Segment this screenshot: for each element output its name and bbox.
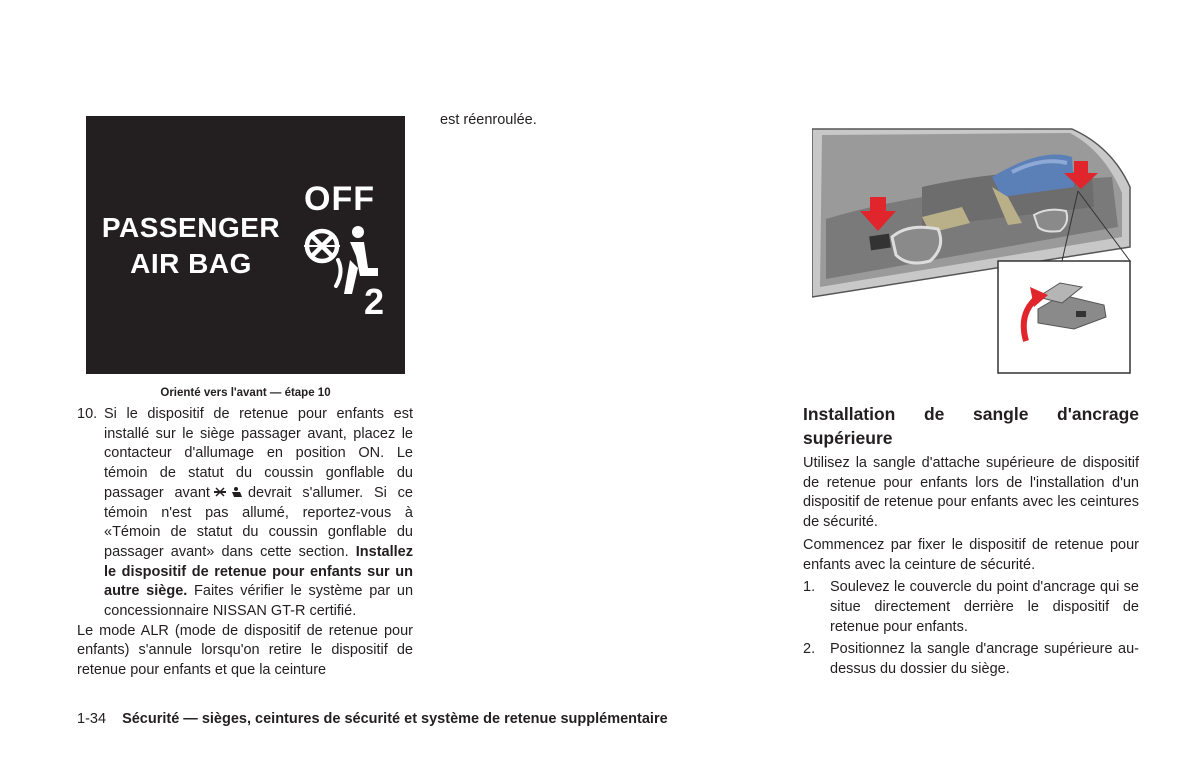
panel-off-text: OFF — [304, 180, 375, 218]
paragraph-1: Utilisez la sangle d'attache supérieure de dispositif de retenue pour enfants lors de l'installation d'un dispositif de retenue pour enfants avec les ceintures de sécurité. — [803, 455, 1139, 531]
airbag-off-icon — [298, 220, 398, 320]
airbag-indicator-icon — [212, 486, 246, 498]
step-text-part2: devrait s'allumer. Si ce témoin n'est pas allumé, reportez-vous à «Témoin de statut du coussin gonflable du passager avant» dans cette section. — [104, 484, 413, 560]
page-number: 1-34 — [77, 711, 107, 727]
step-text — [104, 405, 413, 622]
list-item-text: Soulevez le couvercle du point d'ancrage qui se situe directement derrière le dispositif de retenue pour enfants. — [830, 579, 1139, 635]
list-item — [803, 640, 1139, 679]
panel-label — [86, 210, 296, 282]
step-10 — [77, 405, 413, 622]
step-text-end: Faites vérifier le système par un concessionnaire NISSAN GT-R certifié. — [104, 583, 414, 620]
list-item-text: Positionnez la sangle d'ancrage supérieure au-dessus du dossier du siège. — [830, 641, 1139, 678]
panel-label-line1: PASSENGER — [101, 212, 281, 243]
step-number: 10. — [77, 406, 98, 422]
tether-anchor-illustration — [812, 127, 1132, 375]
page-footer — [77, 711, 668, 727]
panel-label-line2: AIR BAG — [130, 248, 252, 279]
step-text-part1: Si le dispositif de retenue pour enfants est installé sur le siège passager avant, placez le contacteur d'allumage en position ON. Le témoin de statut du coussin gonflable du passager avant — [104, 406, 413, 501]
section-heading: Installation de sangle d'ancrage supérieure — [803, 404, 1139, 448]
left-column — [77, 405, 413, 681]
list-item — [803, 578, 1139, 637]
figure-caption: Orienté vers l'avant — étape 10 — [160, 387, 331, 399]
panel-icon-number: 2 — [364, 281, 385, 320]
chapter-title: Sécurité — sièges, ceintures de sécurité et système de retenue supplémentaire — [122, 711, 668, 727]
list-item-number: 1. — [803, 579, 816, 596]
list-item-number: 2. — [803, 641, 816, 658]
middle-column-continuation: est réenroulée. — [440, 112, 537, 128]
right-column — [803, 454, 1139, 683]
alr-paragraph: Le mode ALR (mode de dispositif de retenue pour enfants) s'annule lorsqu'on retire le dispositif de retenue pour enfants et que la ceinture — [77, 622, 413, 679]
paragraph-2: Commencez par fixer le dispositif de retenue pour enfants avec la ceinture de sécurité. — [803, 536, 1139, 573]
passenger-airbag-off-indicator — [86, 116, 405, 374]
step-text-bold: Installez le dispositif de retenue pour enfants sur un autre siège. — [104, 543, 413, 600]
